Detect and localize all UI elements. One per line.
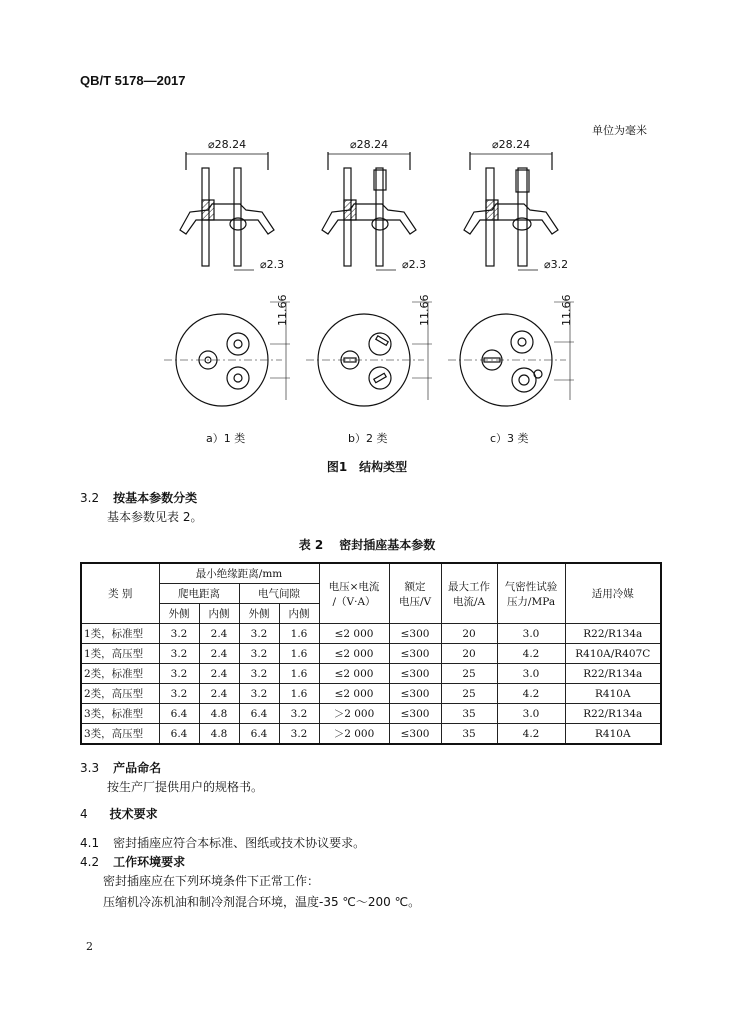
table-cell: 6.4 <box>239 704 279 724</box>
header-airtight-line2: 压力/MPa <box>506 595 556 608</box>
table-cell: 2类，标准型 <box>81 664 159 684</box>
table-row <box>81 684 661 704</box>
table-cell: ≤300 <box>389 704 441 724</box>
table-row <box>81 724 661 745</box>
table-cell: ≤2 000 <box>319 644 389 664</box>
section-4-heading <box>80 805 158 822</box>
sublabel-b: b）2 类 <box>348 432 388 445</box>
dim-diameter-c-top: ⌀28.24 <box>492 138 531 151</box>
dim-pin-c: ⌀3.2 <box>544 258 569 271</box>
table-cell: 3类，高压型 <box>81 724 159 745</box>
section-4-1 <box>80 834 365 851</box>
table-cell: 4.2 <box>497 724 565 745</box>
header-clearance: 电气间隙 <box>239 584 319 604</box>
table-cell: 3.2 <box>159 664 199 684</box>
table-cell: ≤2 000 <box>319 624 389 644</box>
table-cell: 3.0 <box>497 624 565 644</box>
header-va-line1: 电压×电流 <box>328 580 380 593</box>
table-cell: 1.6 <box>279 664 319 684</box>
table-cell: 2.4 <box>199 684 239 704</box>
header-airtight <box>497 563 565 624</box>
table-cell: 6.4 <box>239 724 279 745</box>
table-cell: 25 <box>441 664 497 684</box>
header-va-line2: /（V·A） <box>332 595 376 608</box>
section-text: 密封插座应符合本标准、图纸或技术协议要求。 <box>113 836 366 850</box>
table-cell: 1.6 <box>279 644 319 664</box>
table-cell: 3.2 <box>239 684 279 704</box>
type-1-bottom-view <box>164 302 290 406</box>
table-cell: 20 <box>441 644 497 664</box>
table-cell: ≤300 <box>389 624 441 644</box>
table-cell: 3.2 <box>159 684 199 704</box>
sublabel-c: c）3 类 <box>490 432 529 445</box>
table-cell: 35 <box>441 704 497 724</box>
section-number: 4.2 <box>80 855 100 869</box>
figure-caption <box>0 458 734 475</box>
header-rated-voltage <box>389 563 441 624</box>
section-title: 按基本参数分类 <box>113 491 198 505</box>
header-maxcur-line1: 最大工作 <box>448 580 491 593</box>
table-cell: 1.6 <box>279 684 319 704</box>
header-rated-line2: 电压/V <box>398 595 432 608</box>
table-cell: R410A <box>565 684 661 704</box>
table-caption <box>0 536 734 553</box>
header-max-current <box>441 563 497 624</box>
type-3-side-view <box>464 152 558 270</box>
header-va <box>319 563 389 624</box>
table-cell: ＞2 000 <box>319 704 389 724</box>
table-cell: 4.8 <box>199 704 239 724</box>
table-cell: 3.2 <box>239 624 279 644</box>
table-cell: ≤300 <box>389 684 441 704</box>
section-title: 产品命名 <box>113 761 162 775</box>
table-cell: 1类，高压型 <box>81 644 159 664</box>
table-cell: R22/R134a <box>565 704 661 724</box>
figure-caption-title: 结构类型 <box>359 460 408 474</box>
header-refrigerant: 适用冷媒 <box>565 563 661 624</box>
dim-spacing-c: 11.66 <box>560 294 573 326</box>
table-cell: 1.6 <box>279 624 319 644</box>
table-cell: 3.2 <box>279 724 319 745</box>
structure-type-figure <box>150 130 610 460</box>
table-cell: 4.2 <box>497 644 565 664</box>
dim-pin-b: ⌀2.3 <box>402 258 427 271</box>
table-cell: 2类，高压型 <box>81 684 159 704</box>
unit-note: 单位为毫米 <box>592 124 647 137</box>
section-number: 3.2 <box>80 491 100 505</box>
table-cell: ＞2 000 <box>319 724 389 745</box>
table-cell: ≤300 <box>389 664 441 684</box>
dim-spacing-b: 11.66 <box>418 294 431 326</box>
table-cell: 4.8 <box>199 724 239 745</box>
header-outer: 外侧 <box>239 604 279 624</box>
figure-caption-number: 图1 <box>326 460 348 474</box>
table-cell: 3.2 <box>159 644 199 664</box>
table-cell: ≤2 000 <box>319 664 389 684</box>
table-cell: R410A/R407C <box>565 644 661 664</box>
section-title: 技术要求 <box>109 807 158 821</box>
table-cell: 25 <box>441 684 497 704</box>
table-cell: R22/R134a <box>565 664 661 684</box>
document-id: QB/T 5178—2017 <box>80 73 186 88</box>
section-number: 4.1 <box>80 836 100 850</box>
dim-spacing-a: 11.66 <box>276 294 289 326</box>
table-cell: 20 <box>441 624 497 644</box>
dim-pin-a: ⌀2.3 <box>260 258 285 271</box>
section-4-2-text1: 密封插座应在下列环境条件下正常工作： <box>103 874 320 888</box>
table-cell: R410A <box>565 724 661 745</box>
table-cell: 3.2 <box>279 704 319 724</box>
dim-diameter-b-top: ⌀28.24 <box>350 138 389 151</box>
section-4-2-heading <box>80 853 185 870</box>
table-cell: 35 <box>441 724 497 745</box>
section-number: 4 <box>80 807 88 821</box>
type-3-bottom-view <box>448 302 574 406</box>
type-2-side-view <box>322 152 416 270</box>
table-row <box>81 704 661 724</box>
section-4-2-text2: 压缩机冷冻机油和制冷剂混合环境，温度-35 ℃～200 ℃。 <box>103 895 421 909</box>
table-cell: 1类，标准型 <box>81 624 159 644</box>
sublabel-a: a）1 类 <box>206 432 246 445</box>
header-inner: 内侧 <box>199 604 239 624</box>
table-cell: 3.2 <box>239 644 279 664</box>
table-cell: 3类，标准型 <box>81 704 159 724</box>
header-creepage: 爬电距离 <box>159 584 239 604</box>
table-row <box>81 664 661 684</box>
section-number: 3.3 <box>80 761 100 775</box>
header-rated-line1: 额定 <box>404 580 426 593</box>
table-cell: ≤300 <box>389 644 441 664</box>
table-cell: 3.2 <box>239 664 279 684</box>
table-cell: 3.0 <box>497 704 565 724</box>
table-cell: 2.4 <box>199 644 239 664</box>
table-cell: 6.4 <box>159 704 199 724</box>
header-airtight-line1: 气密性试验 <box>504 580 558 593</box>
section-3-3-text: 按生产厂提供用户的规格书。 <box>107 780 264 794</box>
table-cell: 2.4 <box>199 624 239 644</box>
page-number: 2 <box>86 940 93 953</box>
section-3-2-heading <box>80 489 197 506</box>
table-cell: 6.4 <box>159 724 199 745</box>
header-maxcur-line2: 电流/A <box>452 595 486 608</box>
header-outer: 外侧 <box>159 604 199 624</box>
section-3-2-text: 基本参数见表 2。 <box>107 510 203 524</box>
table-cell: ≤300 <box>389 724 441 745</box>
dim-diameter-a-top: ⌀28.24 <box>208 138 247 151</box>
type-2-bottom-view <box>306 302 432 406</box>
table-cell: R22/R134a <box>565 624 661 644</box>
header-category: 类 别 <box>81 563 159 624</box>
table-caption-title: 密封插座基本参数 <box>339 538 436 552</box>
table-cell: 2.4 <box>199 664 239 684</box>
type-1-side-view <box>180 152 274 270</box>
table-caption-number: 表 2 <box>298 538 324 552</box>
table-cell: 4.2 <box>497 684 565 704</box>
table-cell: ≤2 000 <box>319 684 389 704</box>
table-cell: 3.2 <box>159 624 199 644</box>
section-3-3-heading <box>80 759 161 776</box>
header-inner: 内侧 <box>279 604 319 624</box>
table-cell: 3.0 <box>497 664 565 684</box>
table-row <box>81 644 661 664</box>
parameters-table <box>80 562 662 745</box>
header-min-insulation: 最小绝缘距离/mm <box>159 563 319 584</box>
section-title: 工作环境要求 <box>113 855 186 869</box>
table-row <box>81 624 661 644</box>
